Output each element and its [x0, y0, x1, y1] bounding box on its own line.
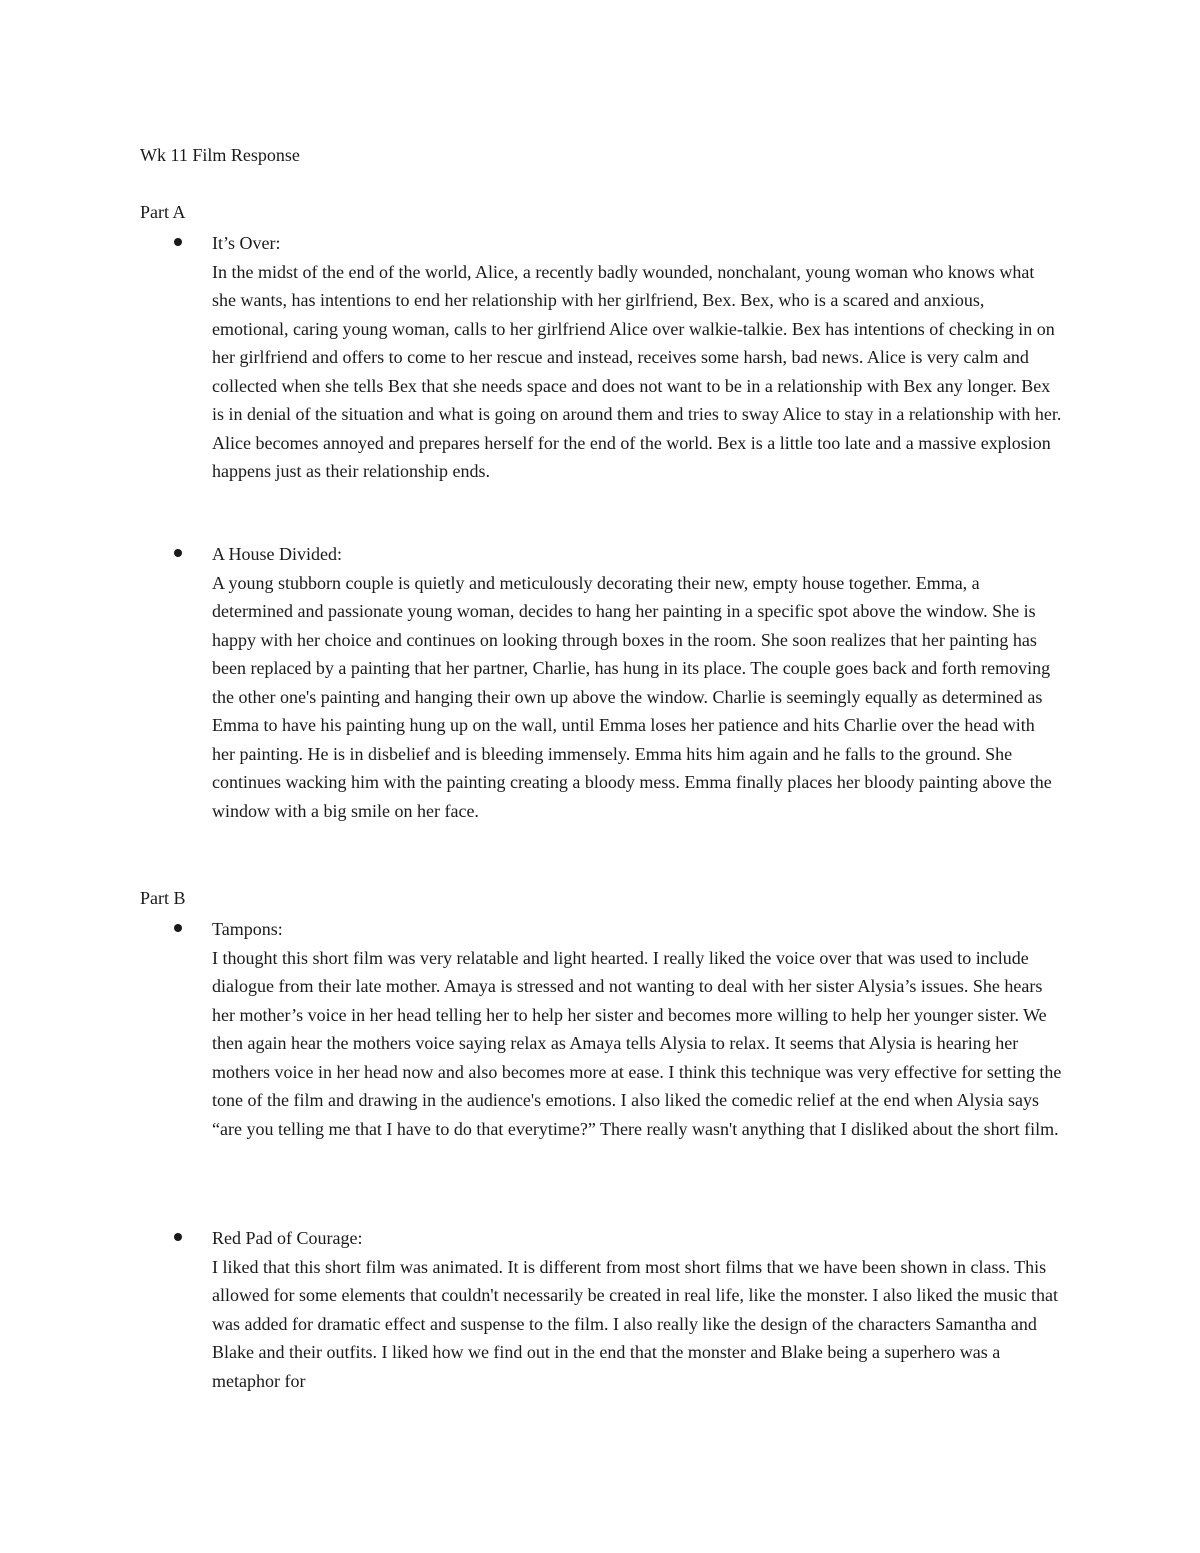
film-response: I thought this short film was very relatable and light hearted. I really liked the voice over that was used to include dialogue from their late mother. Amaya is stressed and not wanting to deal with her sister Alysia’s issues. She hears her mother’s voice in her head telling her to help her sister and becomes more willing to help her younger sister. We then again hear the mothers voice saying relax as Amaya tells Alysia to relax. It seems that Alysia is hearing her mothers voice in her head now and also becomes more at ease. I think this technique was very effective for setting the tone of the film and drawing in the audience's emotions. I also liked the comedic relief at the end when Alysia says “are you telling me that I have to do that everytime?” There really wasn't anything that I disliked about the short film. [212, 947, 1062, 1139]
film-summary: A young stubborn couple is quietly and meticulously decorating their new, empty house together. Emma, a determined and passionate young woman, decides to hang her painting in a specific spot above the window. She is happy with her choice and continues on looking through boxes in the room. She soon realizes that her painting has been replaced by a painting that her partner, Charlie, has hung in its place. The couple goes back and forth removing the other one's painting and hanging their own up above the window. Charlie is seemingly equally as determined as Emma to have his painting hung up on the wall, until Emma loses her patience and hits Charlie over the head with her painting. He is in disbelief and is bleeding immensely. Emma hits him again and he falls to the ground. She continues wacking him with the painting creating a bloody mess. Emma finally places her bloody painting above the window with a big smile on her face. [212, 572, 1052, 821]
part-b-heading: Part B [140, 888, 186, 908]
film-title: A House Divided: [212, 544, 342, 564]
part-a-heading: Part A [140, 202, 186, 222]
list-item-tampons [212, 915, 1062, 1143]
bullet-icon [174, 1233, 182, 1241]
bullet-icon [174, 924, 182, 932]
list-item-its-over [212, 229, 1062, 486]
film-summary: In the midst of the end of the world, Alice, a recently badly wounded, nonchalant, young woman who knows what she wants, has intentions to end her relationship with her girlfriend, Bex. Bex, who is a scared and anxious, emotional, caring young woman, calls to her girlfriend Alice over walkie-talkie. Bex has intentions of checking in on her girlfriend and offers to come to her rescue and instead, receives some harsh, bad news. Alice is very calm and collected when she tells Bex that she needs space and does not want to be in a relationship with Bex any longer. Bex is in denial of the situation and what is going on around them and tries to sway Alice to stay in a relationship with her. Alice becomes annoyed and prepares herself for the end of the world. Bex is a little too late and a massive explosion happens just as their relationship ends. [212, 261, 1062, 481]
film-response: I liked that this short film was animated. It is different from most short films that we have been shown in class. This allowed for some elements that couldn't necessarily be created in real life, like the monster. I also liked the music that was added for dramatic effect and suspense to the film. I also really like the design of the characters Samantha and Blake and their outfits. I liked how we find out in the end that the monster and Blake being a superhero was a metaphor for [212, 1256, 1058, 1391]
list-item-house-divided [212, 540, 1062, 825]
list-item-red-pad-of-courage [212, 1224, 1062, 1395]
bullet-icon [174, 238, 182, 246]
bullet-icon [174, 549, 182, 557]
film-title: Red Pad of Courage: [212, 1228, 363, 1248]
film-title: It’s Over: [212, 233, 281, 253]
document-title: Wk 11 Film Response [140, 145, 300, 165]
film-title: Tampons: [212, 919, 283, 939]
